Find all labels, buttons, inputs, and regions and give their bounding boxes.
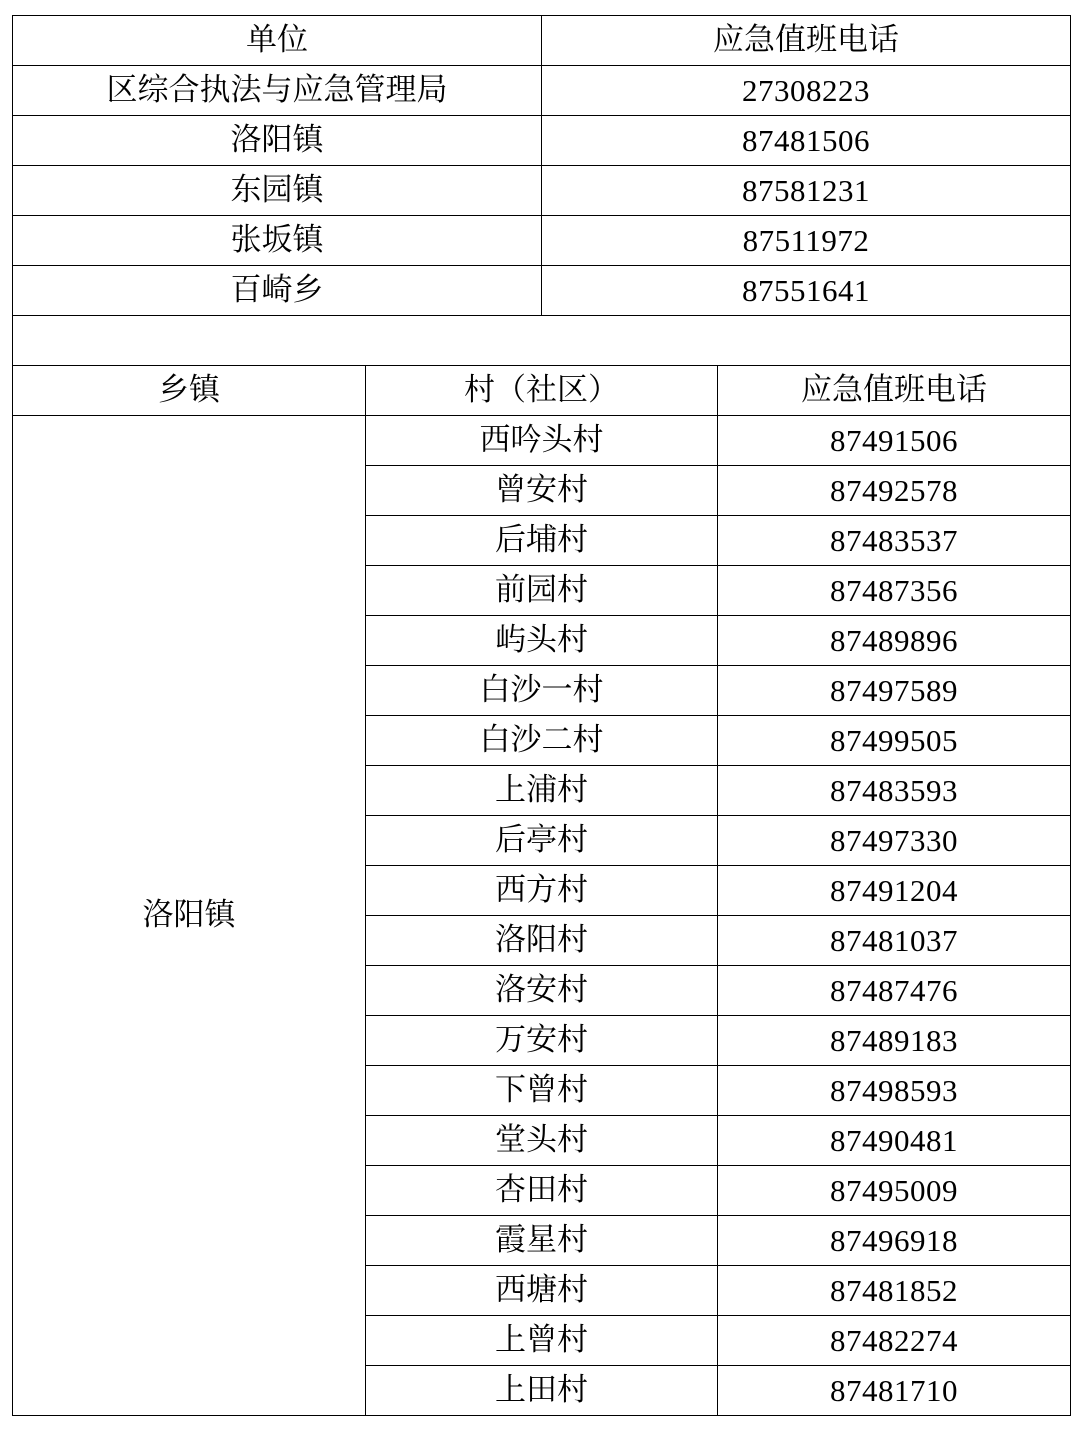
village-row xyxy=(13,416,1071,466)
phone-header: 应急值班电话 xyxy=(542,16,1071,66)
village-name: 堂头村 xyxy=(366,1116,718,1166)
unit-row xyxy=(13,116,1071,166)
village-phone: 87497589 xyxy=(718,666,1071,716)
village-name: 杏田村 xyxy=(366,1166,718,1216)
village-phone: 87497330 xyxy=(718,816,1071,866)
unit-name: 洛阳镇 xyxy=(13,116,542,166)
unit-name: 张坂镇 xyxy=(13,216,542,266)
emergency-duty-phone-table xyxy=(12,15,1071,1416)
unit-name: 东园镇 xyxy=(13,166,542,216)
unit-header: 单位 xyxy=(13,16,542,66)
town-name: 洛阳镇 xyxy=(13,416,366,1416)
village-phone: 87483537 xyxy=(718,516,1071,566)
village-name: 上田村 xyxy=(366,1366,718,1416)
village-phone: 87491204 xyxy=(718,866,1071,916)
unit-row xyxy=(13,216,1071,266)
village-phone: 87496918 xyxy=(718,1216,1071,1266)
village-header: 村（社区） xyxy=(366,366,718,416)
village-name: 屿头村 xyxy=(366,616,718,666)
village-phone: 87481852 xyxy=(718,1266,1071,1316)
village-phone: 87489183 xyxy=(718,1016,1071,1066)
unit-phone: 87511972 xyxy=(542,216,1071,266)
town-header: 乡镇 xyxy=(13,366,366,416)
unit-name: 百崎乡 xyxy=(13,266,542,316)
unit-row xyxy=(13,266,1071,316)
village-phone-header: 应急值班电话 xyxy=(718,366,1071,416)
village-name: 西塘村 xyxy=(366,1266,718,1316)
village-name: 后埔村 xyxy=(366,516,718,566)
village-name: 西吟头村 xyxy=(366,416,718,466)
village-name: 白沙一村 xyxy=(366,666,718,716)
unit-row xyxy=(13,66,1071,116)
blank-cell xyxy=(13,316,1071,366)
top-header-row xyxy=(13,16,1071,66)
unit-row xyxy=(13,166,1071,216)
village-phone: 87492578 xyxy=(718,466,1071,516)
unit-phone: 87551641 xyxy=(542,266,1071,316)
village-name: 霞星村 xyxy=(366,1216,718,1266)
village-phone: 87499505 xyxy=(718,716,1071,766)
village-name: 白沙二村 xyxy=(366,716,718,766)
village-phone: 87498593 xyxy=(718,1066,1071,1116)
village-phone: 87481037 xyxy=(718,916,1071,966)
village-name: 洛阳村 xyxy=(366,916,718,966)
village-name: 上浦村 xyxy=(366,766,718,816)
village-name: 上曾村 xyxy=(366,1316,718,1366)
village-name: 西方村 xyxy=(366,866,718,916)
village-phone: 87490481 xyxy=(718,1116,1071,1166)
village-phone: 87487356 xyxy=(718,566,1071,616)
unit-phone: 87581231 xyxy=(542,166,1071,216)
village-name: 万安村 xyxy=(366,1016,718,1066)
village-header-row xyxy=(13,366,1071,416)
village-phone: 87491506 xyxy=(718,416,1071,466)
village-phone: 87483593 xyxy=(718,766,1071,816)
village-phone: 87487476 xyxy=(718,966,1071,1016)
village-name: 下曾村 xyxy=(366,1066,718,1116)
village-name: 曾安村 xyxy=(366,466,718,516)
unit-phone: 87481506 xyxy=(542,116,1071,166)
village-name: 后亭村 xyxy=(366,816,718,866)
unit-phone: 27308223 xyxy=(542,66,1071,116)
unit-name: 区综合执法与应急管理局 xyxy=(13,66,542,116)
village-phone: 87495009 xyxy=(718,1166,1071,1216)
separator-row xyxy=(13,316,1071,366)
village-name: 洛安村 xyxy=(366,966,718,1016)
village-phone: 87481710 xyxy=(718,1366,1071,1416)
village-phone: 87482274 xyxy=(718,1316,1071,1366)
village-phone: 87489896 xyxy=(718,616,1071,666)
village-name: 前园村 xyxy=(366,566,718,616)
